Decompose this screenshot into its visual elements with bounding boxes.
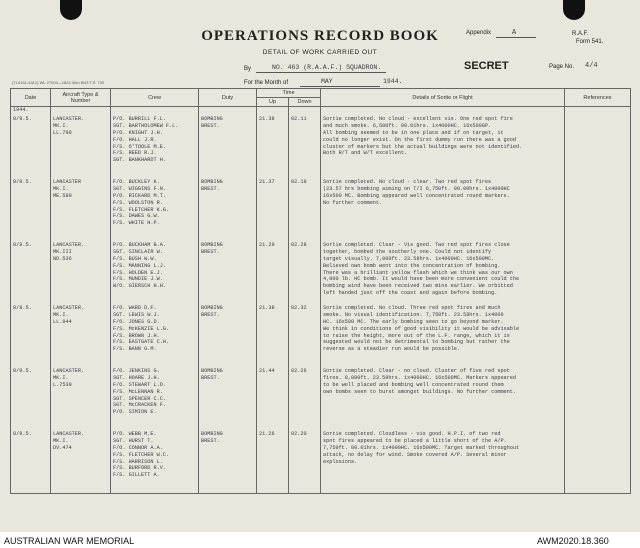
crew-cell-line: F/S. HOLDEN E.J. [113,269,163,276]
appendix-underline [496,37,536,38]
date-header: Date [11,89,51,107]
aircraft-cell-line: MK.I. [53,311,69,318]
duty-cell-line: BREST. [201,185,220,192]
up-header: Up [257,98,289,107]
time-up-cell [257,430,289,494]
crew-cell-line: SGT. BARTHOLOMEW F.L. [113,122,179,129]
time-down-cell [289,241,321,304]
crew-cell-line: F/O. STEWART L.D. [113,381,166,388]
aircraft-cell-line: L.7539 [53,381,72,388]
time-down-cell [289,367,321,430]
time-up-cell-line: 21.29 [259,242,275,248]
details-cell-line: could no longer exist. On the first dummy run there was a good [323,136,517,143]
date-cell-line: 8/9.5. [13,368,32,374]
table-row [11,241,631,304]
duty-cell-line: BOMBING [201,368,223,374]
crew-cell [111,178,199,241]
crew-cell-line: P/O. KNIGHT J.H. [113,129,163,136]
spacer-cell [51,107,111,116]
date-cell [11,115,51,178]
time-down-cell-line: 02.26 [291,368,307,374]
crew-cell-line: F/S. McLENNAN R. [113,388,163,395]
aircraft-cell-line: LANCASTER. [53,242,85,248]
crew-cell-line: SGT. McCRACKEN F. [113,402,166,409]
duty-cell [199,178,257,241]
details-cell-line: Sortie completed. No cloud - clear. Two red spot fires [323,179,492,185]
crew-cell-line: F/S. REED R.J. [113,150,157,157]
time-down-cell [289,115,321,178]
references-cell [565,430,631,494]
appendix-value: A [512,29,517,37]
details-cell-line: Sortie completed. Clear - Vis good. Two red spot fires close [323,242,510,248]
time-up-cell-line: 21.38 [259,305,275,311]
crew-header: Crew [111,89,199,107]
details-cell [321,367,565,430]
aircraft-cell-line: MK.III [53,248,72,255]
duty-cell [199,115,257,178]
binder-hole-left [60,0,82,20]
crew-cell-line: F/S. O'TOOLE M.E. [113,143,166,150]
time-down-cell-line: 02.32 [291,305,307,311]
aircraft-header: Aircraft Type & Number [51,89,111,107]
details-cell-line: attack, no delay for wind. Smoke covered A/P. Several minor [323,451,507,458]
details-cell [321,241,565,304]
crew-cell-line: F/O. JENKINS G. [113,368,160,374]
aircraft-cell-line: LANCASTER. [53,116,85,122]
time-down-cell-line: 02.19 [291,179,307,185]
date-cell-line: 8/9.5. [13,431,32,437]
squadron-underline [256,72,386,73]
crew-cell [111,430,199,494]
crew-cell-line: F/S. BROWN J.H. [113,332,160,339]
print-reference: (T14161-4312) Wt. 27004—1824 30m 8/43 T.S. 700 [12,80,105,85]
details-cell [321,115,565,178]
details-cell-line: 7,750ft. 00.01hrs. 1x4000HC. 16x500MC. Target marked throughout [323,444,520,451]
details-cell-line: to raise the height, more out of the L.F. range, which it is [323,332,510,339]
crew-cell-line: P/O. BURRILL F.L. [113,116,166,122]
details-cell-line: target visually. 7,000ft. 23.58hrs. 1x4000HC. 16x500MC. [323,255,495,262]
aircraft-cell [51,304,111,367]
time-up-cell-line: 21.44 [259,368,275,374]
details-cell-line: Both R/T and W/T excellent. [323,150,408,157]
raf-label: R.A.F. [572,31,589,37]
duty-cell-line: BOMBING [201,305,223,311]
crew-cell-line: F/S. MUNDIE J.W. [113,276,163,283]
crew-cell-line: F/O. JONES G.D. [113,318,160,325]
month-label: For the Month of [244,80,289,86]
secret-stamp: SECRET [464,60,509,72]
crew-cell-line: SGT. HOARE J.H. [113,374,160,381]
crew-cell-line: F/S. DAWES G.W. [113,213,160,220]
aircraft-cell-line: MK.I. [53,374,69,381]
page-label: Page No. [549,64,575,70]
references-header: References [565,89,631,107]
crew-cell-line: F/S. McKENZIE L.G. [113,325,170,332]
time-up-cell-line: 21.38 [259,116,275,122]
details-cell-line: to be well placed and bombing well concentrated round them [323,381,504,388]
date-year: 1944. [11,107,51,116]
crew-cell-line: F/S. EASTGATE C.H. [113,339,170,346]
duty-cell-line: BOMBING [201,431,223,437]
time-up-cell [257,115,289,178]
references-cell [565,367,631,430]
date-cell [11,241,51,304]
time-down-cell-line: 02.11 [291,116,307,122]
page-value: 4/4 [585,62,598,70]
crew-cell-line: F/S. WOOLSTON R. [113,199,163,206]
details-cell [321,304,565,367]
details-cell-line: 16x500 MC. Bombing appeared well concentrated round markers. [323,192,510,199]
by-label: By [244,66,252,72]
crew-cell-line: F/O. BUCKLEY K. [113,179,160,185]
page-title: OPERATIONS RECORD BOOK [201,28,439,44]
details-cell [321,430,565,494]
references-cell [565,241,631,304]
crew-cell-line: F/O. CONNOR A.A. [113,444,163,451]
date-cell [11,430,51,494]
crew-cell-line: SGT. WIGGINS F.N. [113,185,166,192]
details-cell-line: Believed own bomb went into the concentration of bombing. [323,262,501,269]
aircraft-cell [51,367,111,430]
time-down-cell [289,430,321,494]
date-cell [11,304,51,367]
aircraft-cell [51,241,111,304]
date-cell [11,367,51,430]
table-row [11,115,631,178]
duty-cell [199,367,257,430]
details-cell-line: left handed just off the coast and again before bombing. [323,290,498,297]
crew-cell [111,241,199,304]
crew-cell-line: F/O. HALL J.R. [113,136,157,143]
duty-cell [199,430,257,494]
time-up-cell-line: 21.26 [259,431,275,437]
aircraft-cell [51,115,111,178]
references-cell [565,115,631,178]
crew-cell-line: F/S. BANN G.M. [113,346,157,353]
crew-cell-line: F/S. MANNING L.J. [113,262,166,269]
details-cell-line: There was a brilliant yellow flash which we think was our own [323,269,513,276]
aircraft-cell-line: LL.844 [53,318,72,325]
details-cell-line: and much smoke. 6,500ft. 00.01hrs. 1x4000HC. 16x500GP. [323,122,492,129]
duty-cell-line: BREST. [201,122,220,129]
duty-cell [199,304,257,367]
down-header: Down [289,98,321,107]
aircraft-cell [51,178,111,241]
operations-table [10,88,631,494]
spacer-cell [199,107,257,116]
time-header: Time [257,89,321,98]
aircraft-cell [51,430,111,494]
duty-cell-line: BREST. [201,248,220,255]
aircraft-cell-line: ME.580 [53,192,72,199]
duty-cell [199,241,257,304]
time-down-cell-line: 02.28 [291,242,307,248]
time-up-cell [257,367,289,430]
date-cell-line: 8/9.5. [13,305,32,311]
references-cell [565,178,631,241]
aircraft-cell-line: LANCASTER. [53,431,85,437]
table-row [11,430,631,494]
spacer-cell [321,107,565,116]
details-cell-line: together, bombed the southerly one. Could not identify [323,248,492,255]
crew-cell-line: P/O. SIMION E. [113,409,157,416]
crew-cell-line: F/S. GILLETT A. [113,472,160,479]
details-cell-line: HC. 16x500 MC. The early bombing seen to go beyond marker. [323,318,504,325]
details-cell [321,178,565,241]
date-cell [11,178,51,241]
references-cell [565,304,631,367]
time-up-cell [257,178,289,241]
duty-cell-line: BREST. [201,374,220,381]
crew-cell-line: P/O. WEBB M.E. [113,431,157,437]
time-down-cell [289,178,321,241]
year-value: 1944. [383,78,403,85]
aircraft-cell-line: ND.536 [53,255,72,262]
table-row [11,178,631,241]
table-row [11,367,631,430]
crew-cell-line: P/O. RICKARD M.T. [113,192,166,199]
aircraft-cell-line: MK.I. [53,122,69,129]
details-cell-line: We think in conditions of good visibility it would be advisable [323,325,520,332]
squadron-name: NO. 463 (R.A.A.F.) SQUADRON. [272,64,382,71]
details-cell-line: Sortie completed. Clear - no cloud. Cluster of five red spot [323,368,510,374]
crew-cell [111,304,199,367]
details-cell-line: fires. 8,000ft. 23.59hrs. 1x4000HC. 16x500MC. Markers appeared [323,374,517,381]
details-header: Details of Sortie or Flight [321,89,565,107]
crew-cell-line: W/O. GIERSCH H.H. [113,283,166,290]
aircraft-cell-line: LANCASTER [53,179,82,185]
aircraft-cell-line: MK.I. [53,185,69,192]
crew-cell-line: SGT. LEWIS W.J. [113,311,160,318]
table-row [11,304,631,367]
date-cell-line: 8/9.5. [13,116,32,122]
duty-cell-line: BREST. [201,437,220,444]
form-number: Form 541. [576,39,604,45]
duty-cell-line: BOMBING [201,179,223,185]
time-up-cell [257,241,289,304]
crew-cell-line: P/O. BUCKHAM B.A. [113,242,166,248]
details-cell-line: reverse as a steadier run would be possible. [323,346,460,353]
date-cell-line: 8/9.5. [13,242,32,248]
aircraft-cell-line: DV.474 [53,444,72,451]
crew-cell-line: F/S. BURFORD R.V. [113,465,166,472]
date-cell-line: 8/9.5. [13,179,32,185]
details-cell-line: smoke. No visual identification. 7,750ft. 23.58hrs. 1x4000 [323,311,504,318]
details-cell-line: (23.57 hrs bombing aiming on T/I 6,750ft. 00.00hrs. 1x4000HC [323,185,510,192]
spacer-cell [111,107,199,116]
details-cell-line: spot fires appeared to be placed a little short of the A/P. [323,437,507,444]
duty-header: Duty [199,89,257,107]
details-cell-line: Sortie completed. No cloud - excellent vis. One red spot fire [323,116,513,122]
crew-cell-line: SGT. HURST T. [113,437,154,444]
page-subtitle: DETAIL OF WORK CARRIED OUT [262,49,378,56]
spacer-cell [257,107,289,116]
details-cell-line: No further comment. [323,199,383,206]
footer-left: AUSTRALIAN WAR MEMORIAL [4,536,135,546]
spacer-cell [565,107,631,116]
crew-cell-line: SGT. SINCLAIR W. [113,248,163,255]
crew-cell-line: F/S. HARRISON L. [113,458,163,465]
details-cell-line: All bombing seemed to be in one place and if on target, it [323,129,504,136]
details-cell-line: Sortie completed. No cloud. Three red spot fires and much [323,305,501,311]
footer-right: AWM2020.18.360 [537,536,609,546]
details-cell-line: bombing wind have been received two mins earlier. We orbitted [323,283,513,290]
aircraft-cell-line: LANCASTER. [53,305,85,311]
details-cell-line: suggested would not be detrimental to bombing but rather the [323,339,510,346]
crew-cell-line: F/S. BUSH W.W. [113,255,157,262]
crew-cell [111,115,199,178]
details-cell-line: Sortie completed. Cloudless - vis good. H.P.I. of two red [323,431,501,437]
details-cell-line: own bombs seen to burst amongst buildings. No further comment. [323,388,517,395]
crew-cell-line: SGT. BANKHARDT H. [113,157,166,164]
aircraft-cell-line: LL.790 [53,129,72,136]
details-cell-line: explosions. [323,458,358,465]
duty-cell-line: BOMBING [201,242,223,248]
crew-cell-line: F/S. FLETCHER W.C. [113,451,170,458]
crew-cell-line: F/O. WARD D.F. [113,305,157,311]
appendix-label: Appendix [466,30,492,36]
month-value: MAY [321,78,333,85]
spacer-cell [289,107,321,116]
crew-cell-line: F/S. WHITE H.P. [113,220,160,227]
details-cell-line: 4,000 lb. HC bomb. It would have been more convenient could the [323,276,520,283]
details-cell-line: cluster of markers but the actual buildings were not identified. [323,143,523,150]
binder-hole-right [563,0,585,20]
time-up-cell [257,304,289,367]
aircraft-cell-line: LANCASTER. [53,368,85,374]
crew-cell-line: SGT. SPENCER C.C. [113,395,166,402]
duty-cell-line: BOMBING [201,116,223,122]
month-underline [300,86,380,87]
duty-cell-line: BREST. [201,311,220,318]
crew-cell-line: F/S. FLETCHER K.G. [113,206,170,213]
crew-cell [111,367,199,430]
time-down-cell [289,304,321,367]
time-down-cell-line: 02.20 [291,431,307,437]
time-up-cell-line: 21.37 [259,179,275,185]
aircraft-cell-line: MK.I. [53,437,69,444]
